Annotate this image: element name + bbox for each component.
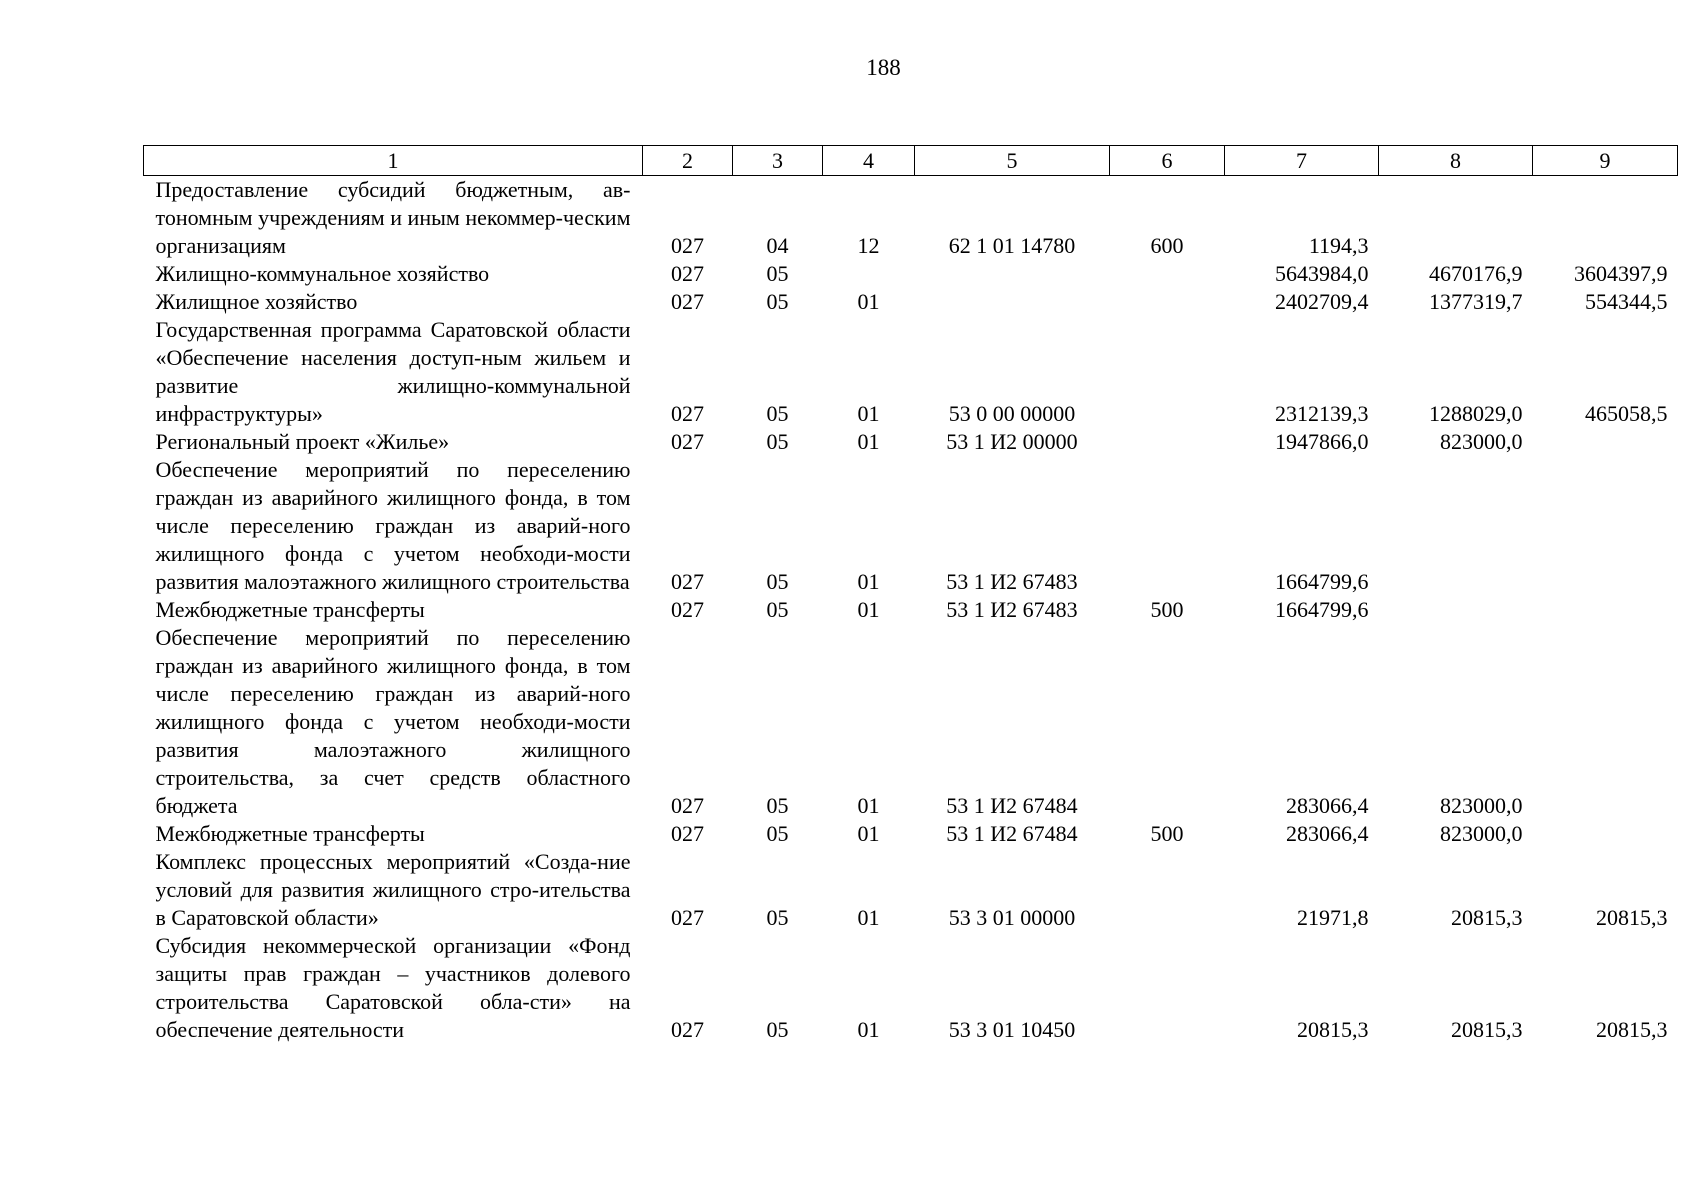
cell-grbs: 027 <box>671 233 704 258</box>
cell-expense-type <box>1110 456 1225 596</box>
table-row <box>144 288 1678 316</box>
table-row <box>144 820 1678 848</box>
cell-target-article: 62 1 01 14780 <box>948 233 1076 258</box>
cell-subsection: 01 <box>857 401 880 426</box>
cell-amount-2: 1288029,0 <box>1429 401 1523 426</box>
table-row <box>144 932 1678 1044</box>
column-header: 6 <box>1110 146 1225 176</box>
cell-section: 05 <box>766 261 789 286</box>
cell-amount-3 <box>1533 624 1678 820</box>
cell-amount-2 <box>1379 456 1533 596</box>
column-header: 3 <box>733 146 823 176</box>
cell-amount-1: 283066,4 <box>1286 793 1369 818</box>
cell-expense-type <box>1110 848 1225 932</box>
row-name: Субсидия некоммерческой организации «Фонд защиты прав граждан – участников долевого строительства Саратовской обла-сти» на обеспечение деятельности <box>155 933 631 1042</box>
cell-amount-1: 1194,3 <box>1308 233 1369 258</box>
row-name: Межбюджетные трансферты <box>155 821 425 846</box>
cell-target-article: 53 1 И2 67484 <box>946 821 1078 846</box>
table-row <box>144 848 1678 932</box>
cell-target-article <box>915 288 1110 316</box>
row-name: Обеспечение мероприятий по переселению граждан из аварийного жилищного фонда, в том числе переселению граждан из аварий-ного жилищного фонда с учетом необходи-мости развития малоэтажного жилищного строительства, за счет средств областного бюджета <box>155 625 631 818</box>
cell-subsection: 01 <box>857 905 880 930</box>
cell-subsection: 12 <box>857 233 880 258</box>
cell-amount-3: 3604397,9 <box>1574 261 1668 286</box>
cell-amount-3 <box>1533 428 1678 456</box>
table-row <box>144 428 1678 456</box>
cell-target-article <box>915 260 1110 288</box>
cell-expense-type: 500 <box>1150 597 1184 622</box>
row-name: Комплекс процессных мероприятий «Созда-ние условий для развития жилищного стро-ительства в Саратовской области» <box>155 849 631 930</box>
column-header: 2 <box>643 146 733 176</box>
cell-amount-3 <box>1533 456 1678 596</box>
cell-section: 05 <box>766 569 789 594</box>
cell-expense-type <box>1110 288 1225 316</box>
cell-section: 05 <box>766 793 789 818</box>
cell-amount-1: 1947866,0 <box>1275 429 1369 454</box>
table-row <box>144 624 1678 820</box>
cell-section: 04 <box>766 233 789 258</box>
column-header: 7 <box>1225 146 1379 176</box>
cell-subsection: 01 <box>857 289 880 314</box>
column-header: 5 <box>915 146 1110 176</box>
column-header: 8 <box>1379 146 1533 176</box>
cell-section: 05 <box>766 821 789 846</box>
table-row <box>144 260 1678 288</box>
cell-target-article: 53 3 01 10450 <box>948 1017 1076 1042</box>
cell-amount-2 <box>1379 176 1533 261</box>
column-header-row <box>144 146 1678 176</box>
row-name: Межбюджетные трансферты <box>155 597 425 622</box>
cell-subsection <box>823 260 915 288</box>
cell-amount-2: 823000,0 <box>1440 429 1523 454</box>
cell-section: 05 <box>766 289 789 314</box>
cell-grbs: 027 <box>671 429 704 454</box>
cell-amount-2: 4670176,9 <box>1429 261 1523 286</box>
cell-amount-1: 1664799,6 <box>1275 597 1369 622</box>
cell-section: 05 <box>766 429 789 454</box>
cell-expense-type <box>1110 624 1225 820</box>
cell-target-article: 53 1 И2 67484 <box>946 793 1078 818</box>
cell-amount-3: 20815,3 <box>1596 905 1668 930</box>
cell-amount-2: 823000,0 <box>1440 821 1523 846</box>
cell-target-article: 53 1 И2 67483 <box>946 597 1078 622</box>
table-row <box>144 176 1678 261</box>
table-row <box>144 456 1678 596</box>
cell-amount-2: 20815,3 <box>1451 1017 1523 1042</box>
cell-grbs: 027 <box>671 401 704 426</box>
cell-amount-3: 20815,3 <box>1596 1017 1668 1042</box>
row-name: Обеспечение мероприятий по переселению граждан из аварийного жилищного фонда, в том числе переселению граждан из аварий-ного жилищного фонда с учетом необходи-мости развития малоэтажного жилищного строительства <box>155 457 631 594</box>
column-header: 1 <box>144 146 643 176</box>
cell-section: 05 <box>766 905 789 930</box>
cell-target-article: 53 1 И2 67483 <box>946 569 1078 594</box>
cell-amount-2: 823000,0 <box>1440 793 1523 818</box>
cell-amount-1: 283066,4 <box>1286 821 1369 846</box>
row-name: Жилищно-коммунальное хозяйство <box>155 261 490 286</box>
cell-subsection: 01 <box>857 597 880 622</box>
cell-amount-1: 2312139,3 <box>1275 401 1369 426</box>
cell-amount-2: 20815,3 <box>1451 905 1523 930</box>
cell-subsection: 01 <box>857 569 880 594</box>
table-body <box>144 176 1678 1045</box>
column-header: 4 <box>823 146 915 176</box>
cell-expense-type <box>1110 932 1225 1044</box>
cell-subsection: 01 <box>857 1017 880 1042</box>
cell-target-article: 53 3 01 00000 <box>948 905 1076 930</box>
cell-section: 05 <box>766 1017 789 1042</box>
row-name: Предоставление субсидий бюджетным, ав-тономным учреждениям и иным некоммер-ческим организациям <box>155 177 631 258</box>
cell-grbs: 027 <box>671 793 704 818</box>
cell-section: 05 <box>766 401 789 426</box>
cell-amount-3 <box>1533 176 1678 261</box>
page-number: 188 <box>866 55 901 80</box>
cell-subsection: 01 <box>857 793 880 818</box>
table-row <box>144 316 1678 428</box>
cell-grbs: 027 <box>671 597 704 622</box>
cell-subsection: 01 <box>857 821 880 846</box>
cell-expense-type <box>1110 260 1225 288</box>
cell-expense-type: 500 <box>1150 821 1184 846</box>
budget-table <box>143 145 1678 1044</box>
column-header: 9 <box>1533 146 1678 176</box>
cell-amount-1: 5643984,0 <box>1275 261 1369 286</box>
row-name: Жилищное хозяйство <box>155 289 358 314</box>
cell-amount-3: 554344,5 <box>1585 289 1668 314</box>
cell-amount-1: 20815,3 <box>1297 1017 1369 1042</box>
cell-amount-3: 465058,5 <box>1585 401 1668 426</box>
cell-amount-2: 1377319,7 <box>1429 289 1523 314</box>
cell-grbs: 027 <box>671 905 704 930</box>
cell-grbs: 027 <box>671 821 704 846</box>
cell-target-article: 53 1 И2 00000 <box>946 429 1078 454</box>
cell-amount-3 <box>1533 820 1678 848</box>
cell-amount-3 <box>1533 596 1678 624</box>
table-row <box>144 596 1678 624</box>
cell-amount-2 <box>1379 596 1533 624</box>
cell-target-article: 53 0 00 00000 <box>948 401 1076 426</box>
cell-grbs: 027 <box>671 1017 704 1042</box>
cell-expense-type: 600 <box>1150 233 1184 258</box>
row-name: Региональный проект «Жилье» <box>155 429 450 454</box>
cell-grbs: 027 <box>671 569 704 594</box>
cell-expense-type <box>1110 428 1225 456</box>
cell-amount-1: 21971,8 <box>1297 905 1369 930</box>
cell-section: 05 <box>766 597 789 622</box>
row-name: Государственная программа Саратовской области «Обеспечение населения доступ-ным жильем и развитие жилищно-коммунальной инфраструктуры» <box>155 317 631 426</box>
cell-grbs: 027 <box>671 289 704 314</box>
cell-amount-1: 2402709,4 <box>1275 289 1369 314</box>
cell-subsection: 01 <box>857 429 880 454</box>
cell-grbs: 027 <box>671 261 704 286</box>
cell-amount-1: 1664799,6 <box>1275 569 1369 594</box>
cell-expense-type <box>1110 316 1225 428</box>
